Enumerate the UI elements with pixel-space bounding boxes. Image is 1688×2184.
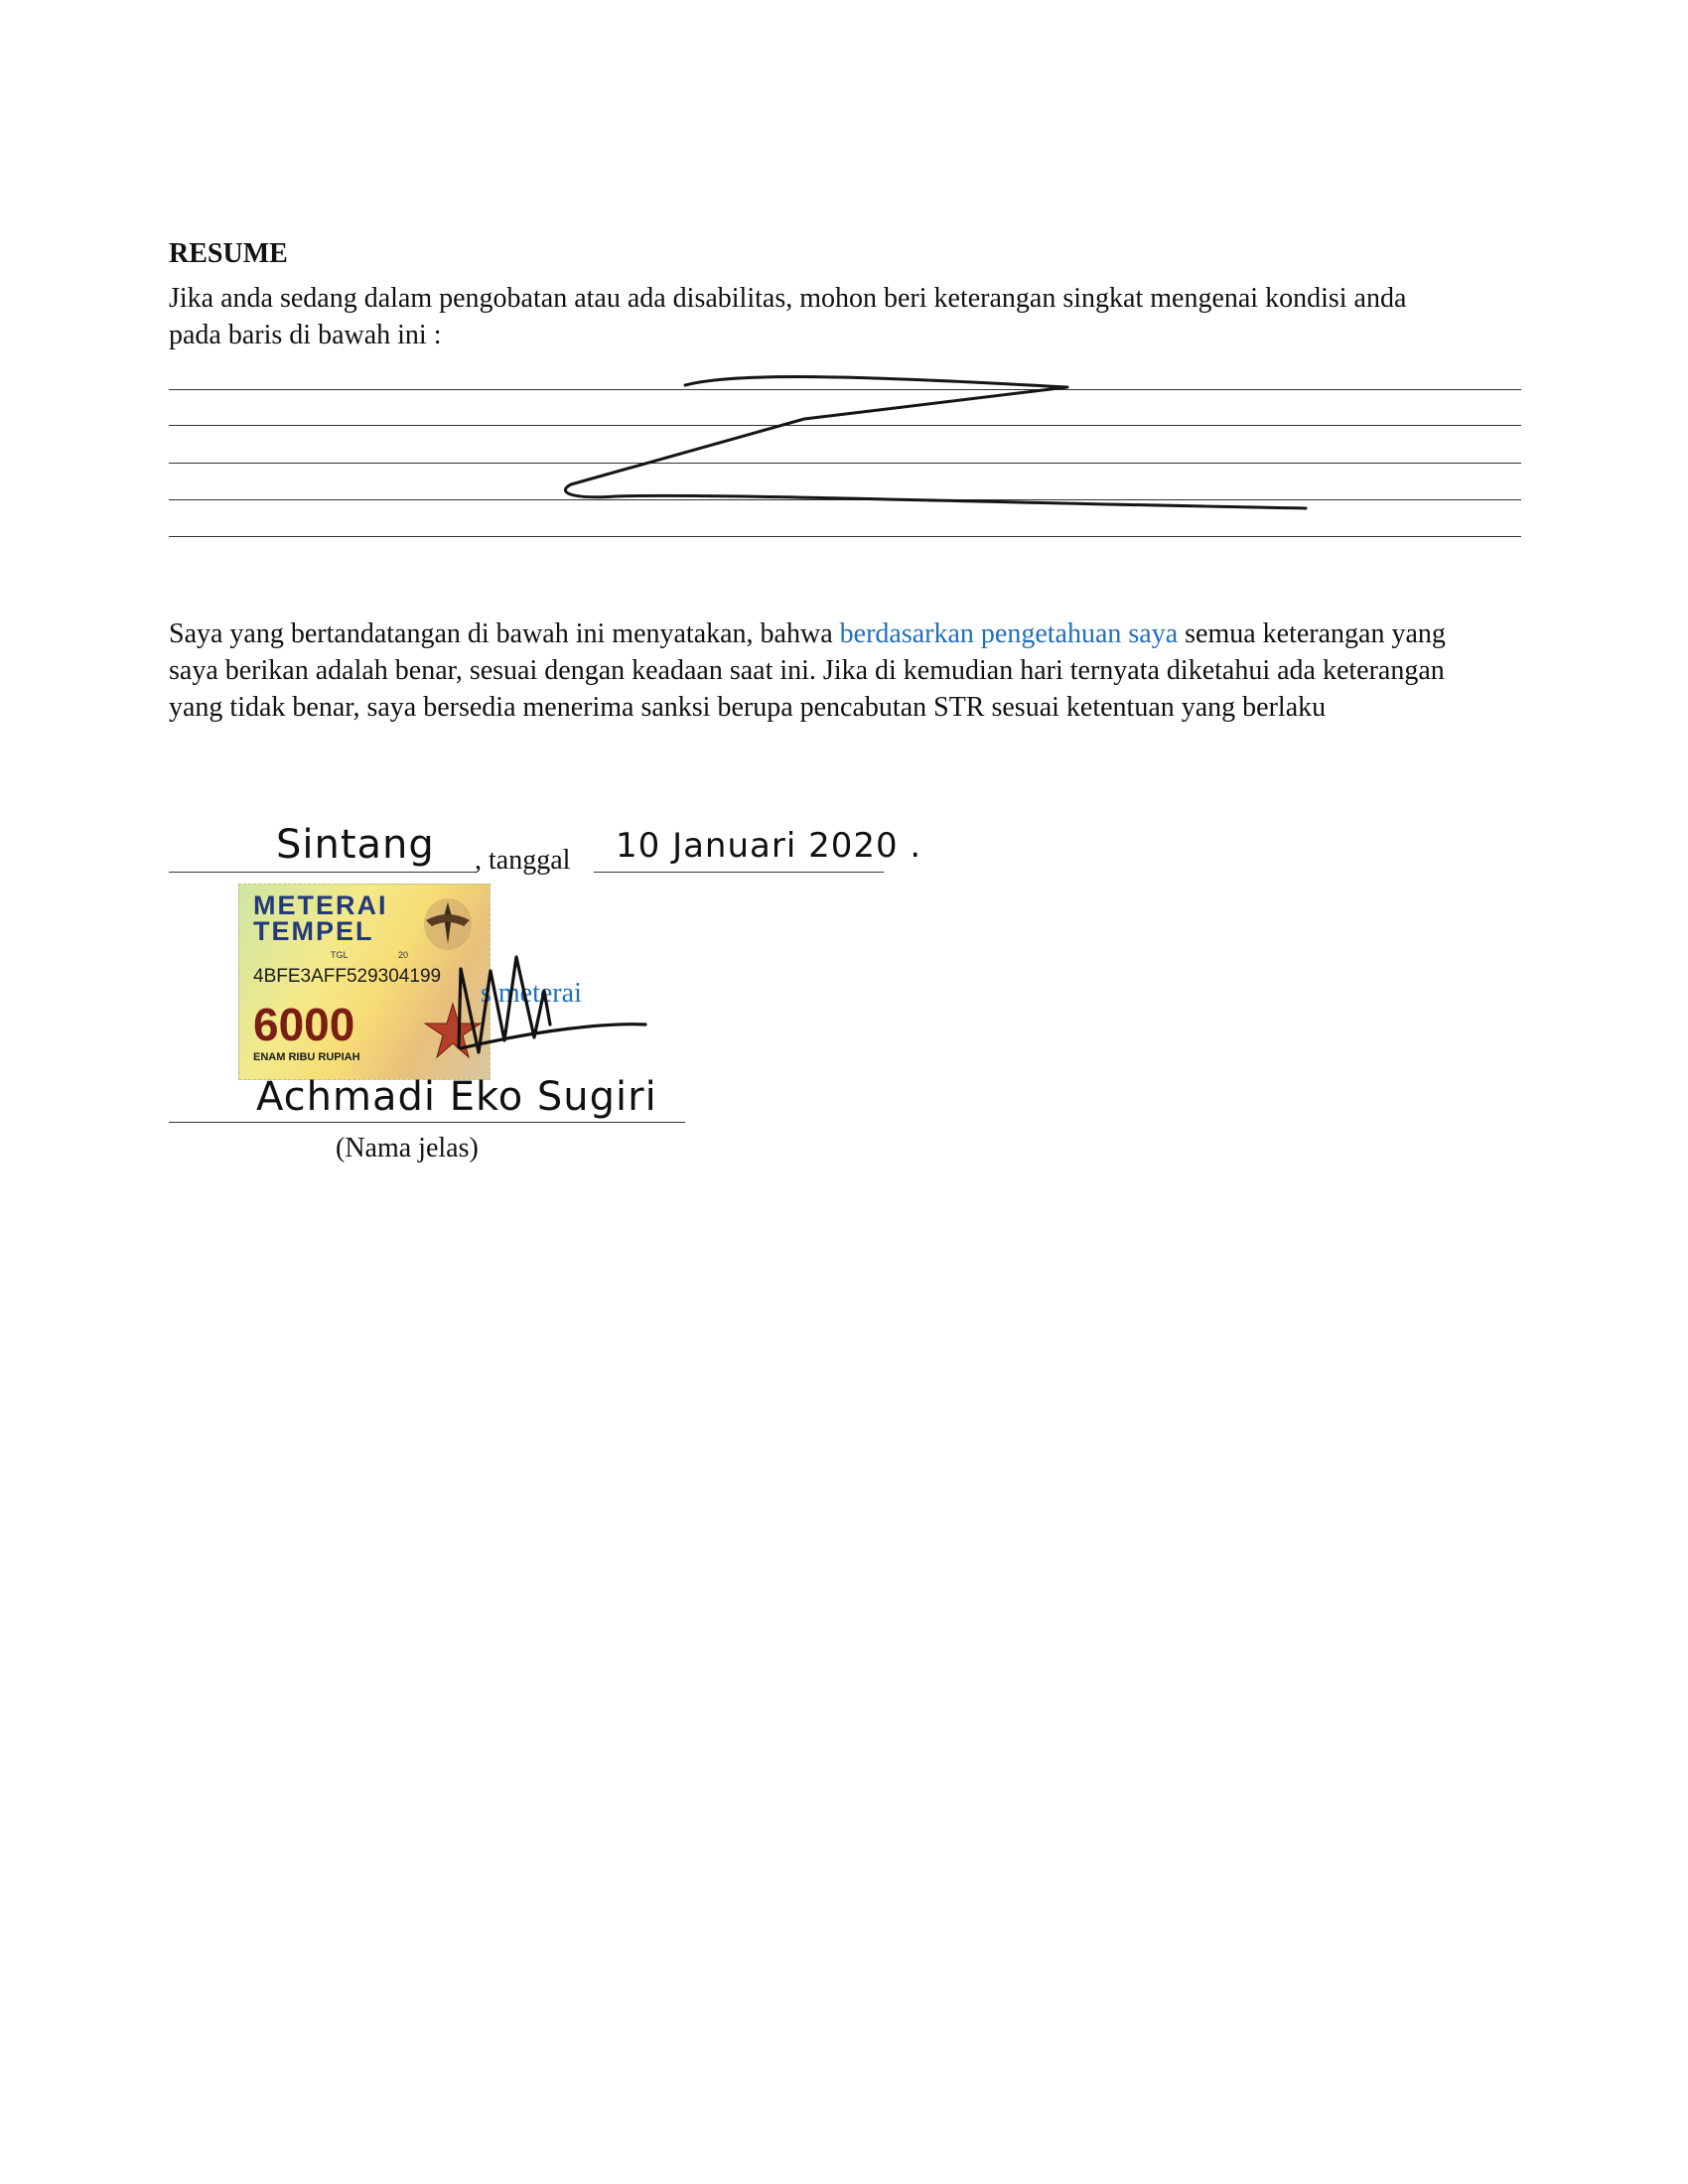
declaration-text-2: semua keterangan yang saya berikan adalah benar, sesuai dengan keadaan saat ini. Jika di kemudian hari ternyata diketahui ada keterangan yang tidak benar, saya bersedia menerima sanksi berupa pencabutan STR sesuai ketentuan yang berlaku (169, 618, 1446, 723)
stamp-tgl-label: TGL (331, 950, 349, 960)
name-caption: (Nama jelas) (336, 1133, 479, 1163)
meterai-placeholder-text: s meterai (481, 978, 582, 1009)
answer-line-2[interactable] (169, 425, 1521, 426)
place-line[interactable] (169, 872, 477, 873)
answer-line-5[interactable] (169, 536, 1521, 537)
declaration-text-1: Saya yang bertandatangan di bawah ini menyatakan, bahwa (169, 618, 840, 649)
answer-line-4[interactable] (169, 499, 1521, 500)
stamp-tgl-value: 20 (398, 950, 409, 960)
signature-scribble (417, 913, 675, 1082)
date-line[interactable] (594, 872, 884, 873)
place-handwritten: Sintang (276, 822, 435, 868)
declaration-paragraph (169, 615, 1499, 726)
tanggal-label: , tanggal (475, 845, 571, 876)
answer-line-1[interactable] (169, 389, 1521, 390)
declaration-highlight: berdasarkan pengetahuan saya (839, 618, 1179, 649)
date-handwritten: 10 Januari 2020 . (616, 826, 922, 866)
resume-heading: RESUME (169, 238, 288, 269)
stamp-serial: 4BFE3AFF529304199 (253, 966, 442, 987)
resume-instruction: Jika anda sedang dalam pengobatan atau ada disabilitas, mohon beri keterangan singkat mengenai kondisi anda pada baris di bawah ini : (169, 283, 1407, 350)
stamp-value-words: ENAM RIBU RUPIAH (253, 1051, 360, 1063)
name-line[interactable] (169, 1122, 685, 1123)
stamp-title-line2: TEMPEL (253, 916, 374, 946)
stamp-value: 6000 (253, 999, 355, 1050)
name-handwritten: Achmadi Eko Sugiri (256, 1074, 657, 1120)
answer-line-3[interactable] (169, 463, 1521, 464)
stamp-title-line1: METERAI (253, 890, 388, 920)
